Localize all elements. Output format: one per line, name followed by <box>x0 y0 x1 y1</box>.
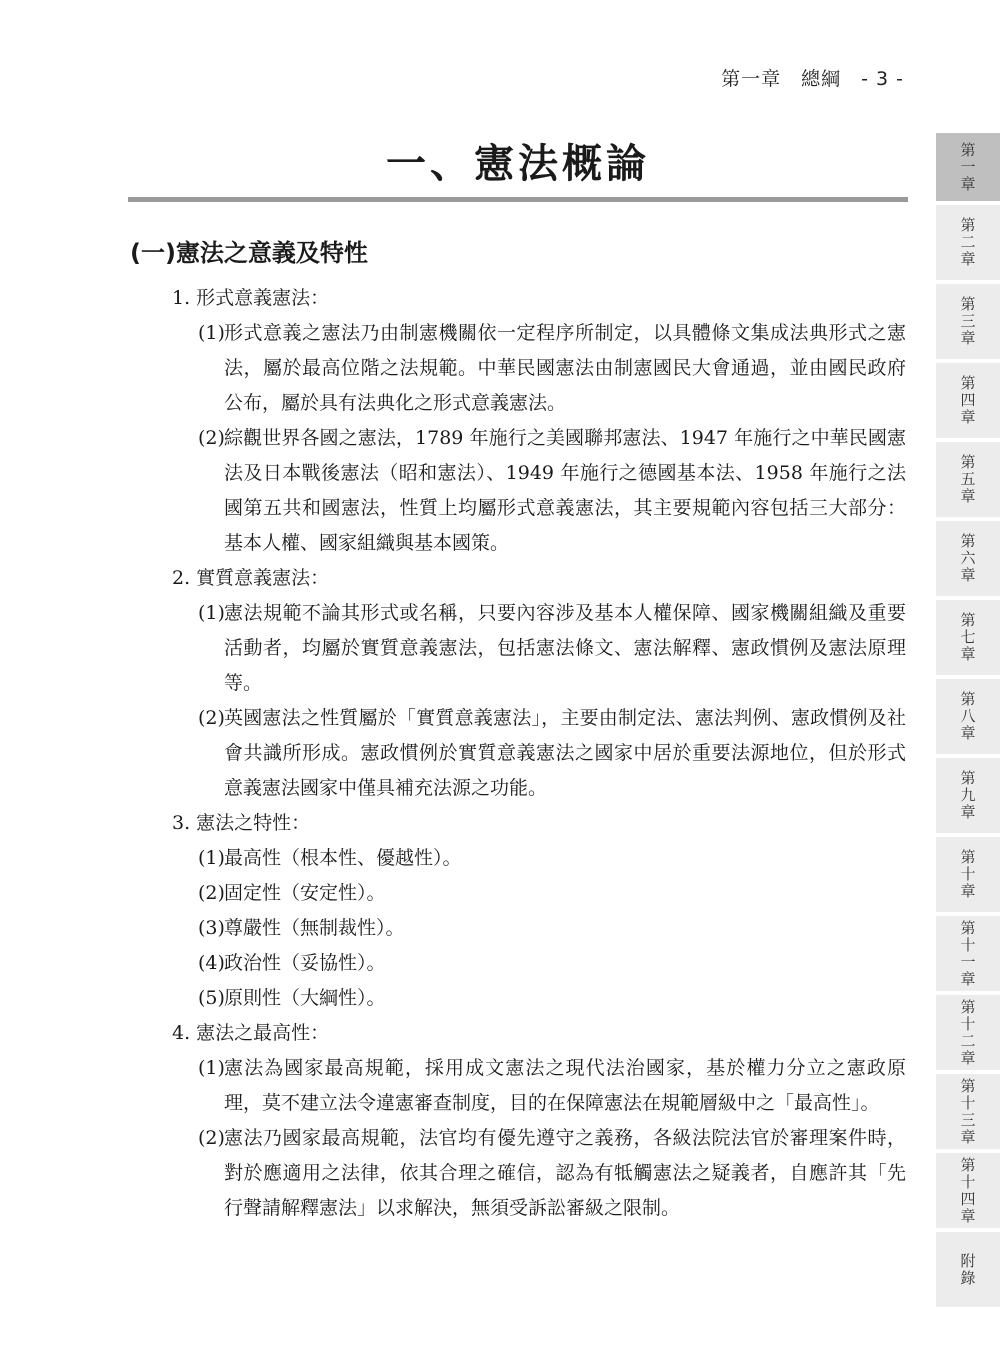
sub-item <box>172 701 906 806</box>
sub-item-text: 原則性（大綱性）。 <box>224 987 386 1009</box>
chapter-tab-3[interactable] <box>936 284 1000 359</box>
sub-item-text: 綜觀世界各國之憲法，1789 年施行之美國聯邦憲法、1947 年施行之中華民國憲法及日本戰後憲法（昭和憲法）、1949 年施行之德國基本法、1958 年施行之法國第五共和國憲法，性質上均屬形式意義憲法，其主要規範內容包括三大部分：基本人權、國家組織與基本國策。 <box>224 427 906 554</box>
chapter-tab-label: 第三章 <box>958 296 977 347</box>
chapter-tab-9[interactable] <box>936 758 1000 833</box>
sub-item-number: (2) <box>198 1127 225 1149</box>
section-heading: (一)憲法之意義及特性 <box>130 239 368 267</box>
chapter-tab-11[interactable] <box>936 916 1000 991</box>
item-formal-constitution <box>172 281 906 561</box>
chapter-tab-8[interactable] <box>936 679 1000 754</box>
item-constitution-characteristics <box>172 806 906 1016</box>
sub-item-text: 尊嚴性（無制裁性）。 <box>224 917 405 939</box>
chapter-tabs <box>936 133 1000 1311</box>
sub-item-text: 憲法規範不論其形式或名稱，只要內容涉及基本人權保障、國家機關組織及重要活動者，均屬於實質意義憲法，包括憲法條文、憲法解釋、憲政慣例及憲法原理等。 <box>224 602 906 694</box>
sub-item-text: 憲法為國家最高規範，採用成文憲法之現代法治國家，基於權力分立之憲政原理，莫不建立法令違憲審查制度，目的在保障憲法在規範層級中之「最高性」。 <box>224 1057 906 1114</box>
sub-item <box>172 421 906 561</box>
item-title: 2. 實質意義憲法： <box>172 567 330 589</box>
chapter-tab-2[interactable] <box>936 205 1000 280</box>
sub-item-number: (1) <box>198 602 225 624</box>
item-title: 4. 憲法之最高性： <box>172 1022 330 1044</box>
chapter-tab-1[interactable] <box>936 133 1000 201</box>
chapter-title: 一、憲法概論 <box>386 141 650 187</box>
chapter-tab-label: 第十三章 <box>958 1077 977 1146</box>
sub-item-text: 政治性（妥協性）。 <box>224 952 386 974</box>
item-constitution-supremacy <box>172 1016 906 1226</box>
sub-item-number: (1) <box>198 322 225 344</box>
chapter-tab-13[interactable] <box>936 1074 1000 1149</box>
chapter-tab-label: 第二章 <box>958 217 977 268</box>
chapter-tab-label: 第六章 <box>958 533 977 584</box>
chapter-tab-label: 第十四章 <box>958 1156 977 1225</box>
chapter-tab-label: 第七章 <box>958 612 977 663</box>
sub-item <box>172 841 906 876</box>
chapter-tab-label: 第一章 <box>958 141 977 193</box>
running-header: 第一章 總綱 - 3 - <box>721 68 904 90</box>
sub-item <box>172 876 906 911</box>
sub-item <box>172 911 906 946</box>
chapter-tab-label: 第五章 <box>958 454 977 505</box>
sub-item-number: (3) <box>198 917 225 939</box>
chapter-tab-7[interactable] <box>936 600 1000 675</box>
sub-item-text: 固定性（安定性）。 <box>224 882 386 904</box>
sub-item <box>172 596 906 701</box>
sub-item-text: 憲法乃國家最高規範，法官均有優先遵守之義務，各級法院法官於審理案件時，對於應適用之法律，依其合理之確信，認為有牴觸憲法之疑義者，自應許其「先行聲請解釋憲法」以求解決，無須受訴訟審級之限制。 <box>224 1127 906 1219</box>
sub-item-number: (2) <box>198 427 225 449</box>
sub-item <box>172 316 906 421</box>
sub-item-number: (4) <box>198 952 225 974</box>
chapter-tab-5[interactable] <box>936 442 1000 517</box>
sub-item-number: (1) <box>198 1057 225 1079</box>
chapter-tab-label: 第十章 <box>958 849 977 900</box>
item-title: 1. 形式意義憲法： <box>172 287 330 309</box>
sub-item-text: 最高性（根本性、優越性）。 <box>224 847 462 869</box>
content-body <box>172 281 906 1226</box>
chapter-tab-4[interactable] <box>936 363 1000 438</box>
sub-item <box>172 946 906 981</box>
item-title: 3. 憲法之特性： <box>172 812 311 834</box>
chapter-tab-14[interactable] <box>936 1153 1000 1228</box>
sub-item <box>172 981 906 1016</box>
sub-item <box>172 1121 906 1226</box>
chapter-tab-label: 第十一章 <box>958 919 977 988</box>
chapter-tab-label: 附錄 <box>958 1252 977 1287</box>
chapter-tab-10[interactable] <box>936 837 1000 912</box>
sub-item-number: (2) <box>198 707 225 729</box>
item-substantive-constitution <box>172 561 906 806</box>
chapter-tab-label: 第九章 <box>958 770 977 821</box>
sub-item-number: (2) <box>198 882 225 904</box>
sub-item-number: (5) <box>198 987 225 1009</box>
chapter-tab-label: 第八章 <box>958 691 977 742</box>
sub-item-text: 英國憲法之性質屬於「實質意義憲法」，主要由制定法、憲法判例、憲政慣例及社會共識所形成。憲政慣例於實質意義憲法之國家中居於重要法源地位，但於形式意義憲法國家中僅具補充法源之功能。 <box>224 707 906 799</box>
chapter-tab-label: 第四章 <box>958 375 977 426</box>
title-rule <box>128 197 908 202</box>
chapter-tab-12[interactable] <box>936 995 1000 1070</box>
sub-item <box>172 1051 906 1121</box>
chapter-tab-label: 第十二章 <box>958 998 977 1067</box>
chapter-tab-6[interactable] <box>936 521 1000 596</box>
sub-item-number: (1) <box>198 847 225 869</box>
appendix-tab[interactable] <box>936 1232 1000 1307</box>
sub-item-text: 形式意義之憲法乃由制憲機關依一定程序所制定，以具體條文集成法典形式之憲法，屬於最高位階之法規範。中華民國憲法由制憲國民大會通過，並由國民政府公布，屬於具有法典化之形式意義憲法。 <box>224 322 906 414</box>
